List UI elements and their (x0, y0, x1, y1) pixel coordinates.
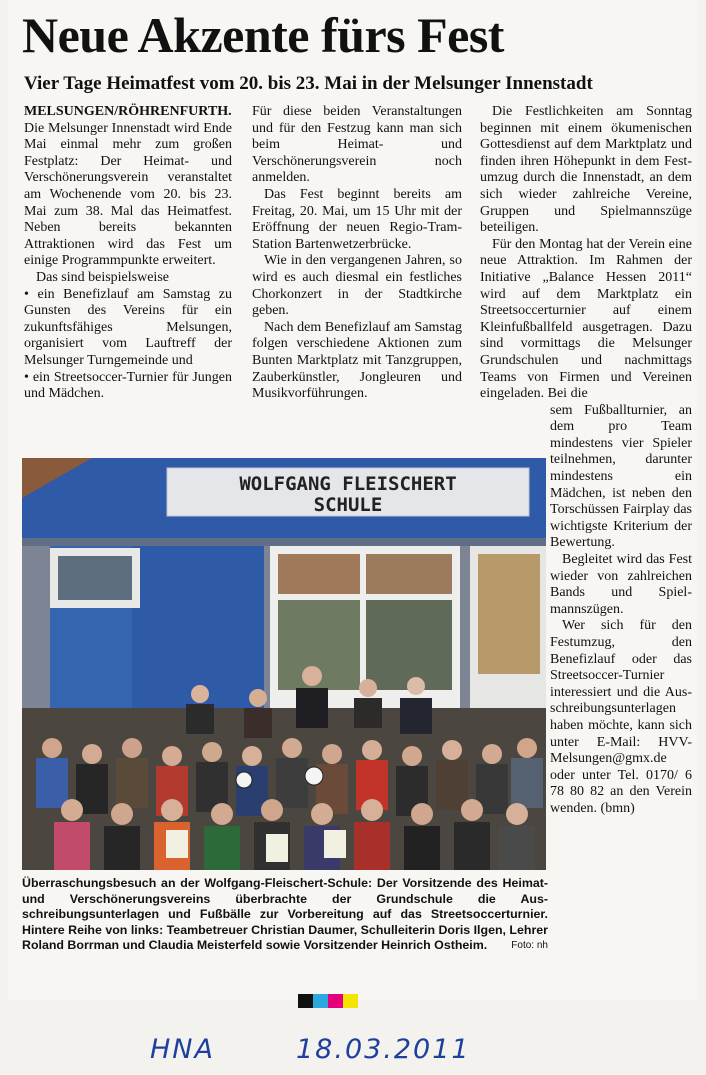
article-headline: Neue Akzente fürs Fest (22, 7, 504, 63)
paragraph: Die Festlichkeiten am Sonntag beginnen mit einem ökumenischen Gottesdienst auf dem Marktplatz und finden ihren Höhepunkt in dem Festumzug durch die Innenstadt, an dem sich wieder zahlreiche Vereine, Gruppen und Spielmannszüge beteiligen. (480, 104, 692, 236)
handwritten-date: 18.03.2011 (296, 1034, 471, 1065)
color-swatch-yellow (343, 994, 358, 1008)
photo-credit: Foto: nh (511, 940, 548, 952)
column-wide-part (480, 104, 692, 403)
paragraph: Begleitet wird das Fest wieder von zahlreichen Bands und Spielmannszügen. (550, 552, 692, 617)
paragraph-text: Die Melsunger Innenstadt wird Ende Mai einmal mehr zum großen Festplatz: Der Heimat- und Verschönerungsverein veranstaltet am Wochenende vom 20. bis 23. Mai zum 38. Mal das Heimatfest. Neben bereits bekannten Attraktionen wird das Fest um einige Programmpunkte erweitert. (24, 120, 232, 269)
dateline: MELSUNGEN/RÖHRENFURTH. (24, 104, 232, 119)
color-swatch-black (298, 994, 313, 1008)
window-pane (478, 554, 540, 674)
article-subheadline: Vier Tage Heimatfest vom 20. bis 23. Mai in der Melsunger Innenstadt (24, 73, 593, 94)
color-swatch-magenta (328, 994, 343, 1008)
paragraph: Wie in den vergangenen Jahren, so wird es auch diesmal ein festliches Chorkonzert in der Stadtkirche geben. (252, 253, 462, 319)
paragraph: Nach dem Benefizlauf am Samstag folgen verschiedene Aktionen zum Bunten Marktplatz mit Tanzgruppen, Zauberkünstler, Jongleuren und Musikvorführungen. (252, 319, 462, 402)
article-column-2 (252, 104, 462, 403)
handwritten-source: HNA (150, 1034, 215, 1065)
bullet-item: • ein Benefizlauf am Samstag zu Gunsten des Vereins für ein zukunftsfähiges Melsungen, organisiert vom Lauftreff der Melsunger Turngemeinde und (24, 286, 232, 368)
bullet-item: • ein Streetsoccer-Turnier für Jungen und Mädchen. (24, 369, 232, 402)
paragraph: Das Fest beginnt bereits am Freitag, 20. Mai, um 15 Uhr mit der Eröffnung der neuen Regio-Tram-Station Bartenwetzerbrücke. (252, 186, 462, 252)
paragraph: Für diese beiden Veranstaltungen und für den Festzug kann man sich beim Heimat- und Verschönerungsverein noch anmelden. (252, 104, 462, 186)
paragraph (24, 104, 232, 270)
color-swatch-cyan (313, 994, 328, 1008)
photo-caption (22, 876, 548, 954)
facade-band (22, 538, 546, 546)
window-pane (278, 554, 360, 594)
photo-caption-text: Überraschungsbesuch an der Wolfgang-Fleischert-Schule: Der Vorsitzende des Heimat- und Verschönerungsvereins überbrachte der Grundschule die Ausschreibungsunterlagen und Fußbälle zur Vorbereitung auf das Streetsoccerturnier. Hintere Reihe von links: Teambetreuer Christian Daumer, Schulleiterin Doris Ilgen, Lehrer Roland Borrman und Claudia Meisterfeld sowie Vorsitzender Heinrich Ostheim. (22, 876, 548, 953)
print-color-bar (298, 994, 358, 1008)
window-pane (366, 600, 452, 690)
paragraph: Für den Montag hat der Verein eine neue Attraktion. Im Rahmen der Initiative „Balance Hessen 2011“ wird auf dem Marktplatz ein Streetsoccerturnier auf einem Kleinfußballfeld ausgetragen. Dazu sind vormittags die Melsunger Grundschulen und nachmittags Teams von Firmen und Vereinen eingeladen. Bei die (480, 236, 692, 402)
school-building-illustration (22, 458, 546, 870)
window-pane (366, 554, 452, 594)
paragraph: sem Fußballturnier, an dem pro Team mindestens vier Spieler teilnehmen, darunter mindestens ein Mädchen, ist neben den Torschüssen Fairplay das wichtigste Kriterium der Bewertung. (550, 402, 692, 551)
window-pane (58, 556, 132, 600)
school-sign-line-1: WOLFGANG FLEISCHERT (239, 473, 457, 495)
article-column-1 (24, 104, 232, 403)
school-sign-line-2: SCHULE (313, 494, 383, 516)
paragraph: Das sind beispielsweise (36, 269, 169, 285)
paragraph: Wer sich für den Festumzug, den Benefizlauf oder das Streetsoccer-Turnier interessiert und die Ausschreibungsunterlagen haben möchte, kann sich unter E-Mail: HVV-Melsungen@gmx.de oder unter Tel. 0170/ 6 78 80 82 an den Verein wenden. (bmn) (550, 618, 692, 816)
group-photo (22, 458, 546, 870)
column-narrow-part (550, 403, 692, 818)
